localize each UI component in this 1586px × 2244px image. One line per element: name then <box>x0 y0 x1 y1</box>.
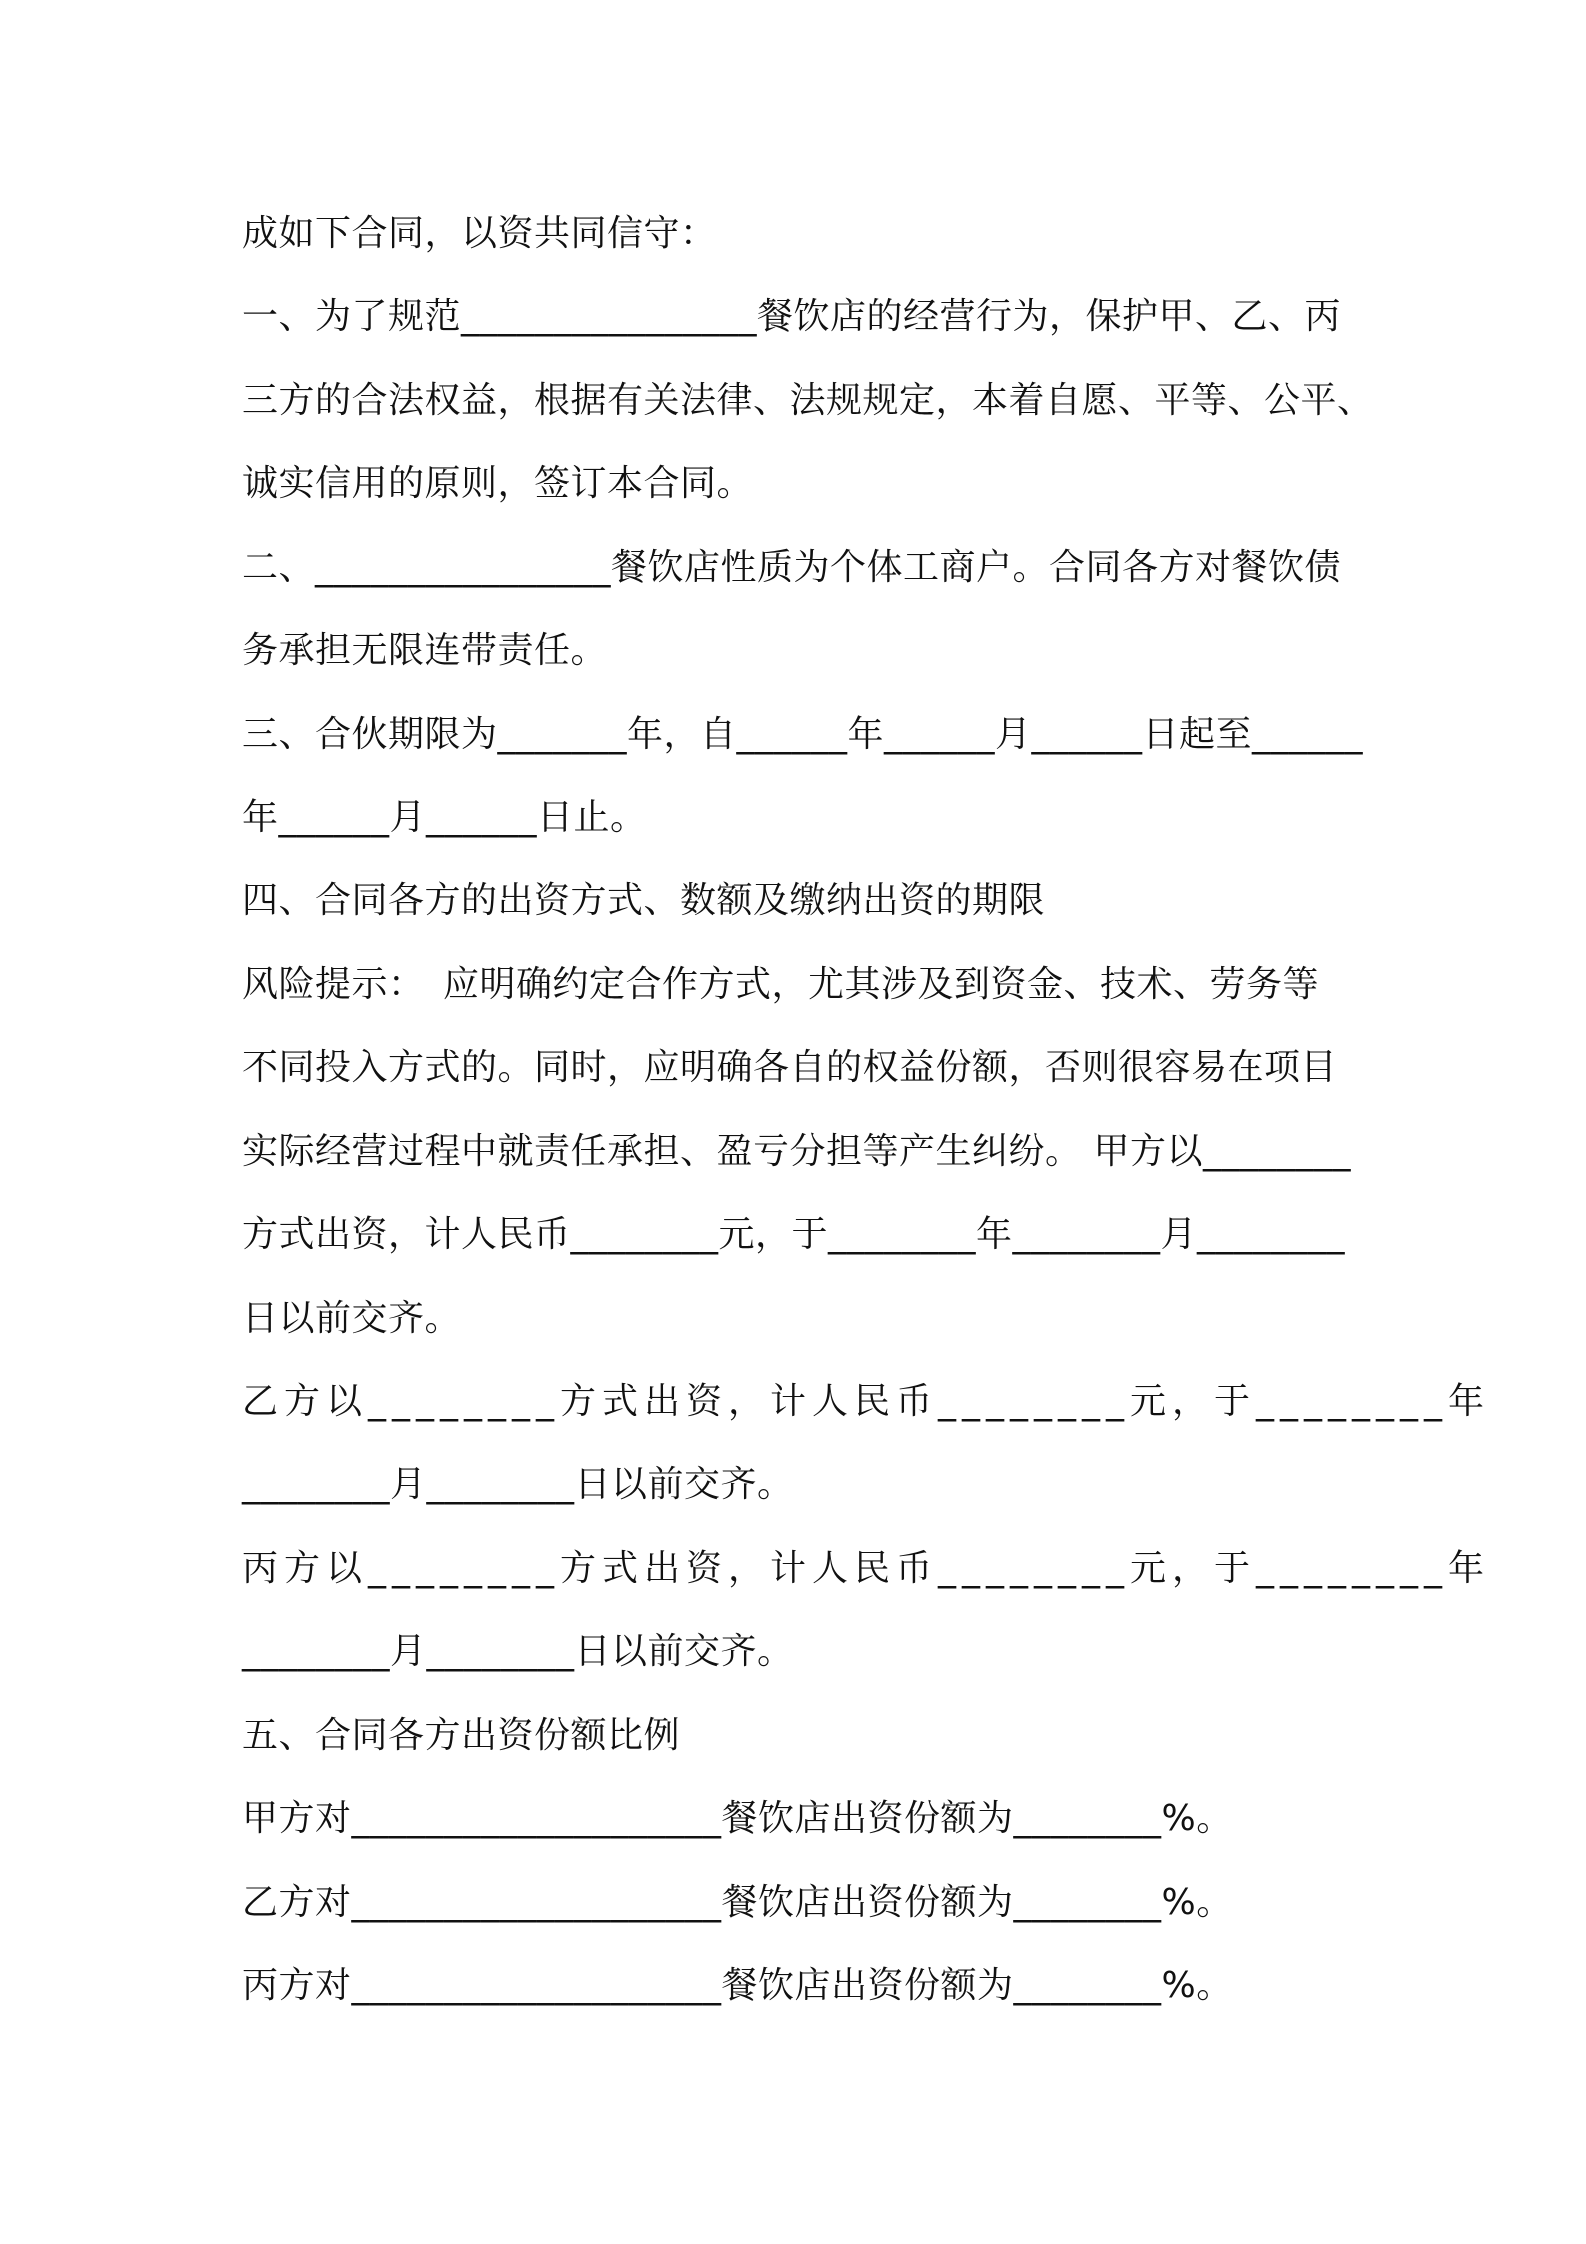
text-line: 诚实信用的原则，签订本合同。 <box>242 463 754 504</box>
section-heading: 五、合同各方出资份额比例 <box>242 1715 681 1756</box>
text-line: 方式出资，计人民币________元，于________年________月________ <box>242 1214 1346 1255</box>
text-line: 年______月______日止。 <box>242 797 647 838</box>
text-line: 甲方对____________________餐饮店出资份额为________%。 <box>242 1798 1233 1839</box>
text-line: 实际经营过程中就责任承担、盈亏分担等产生纠纷。 甲方以________ <box>242 1131 1351 1172</box>
section-heading: 四、合同各方的出资方式、数额及缴纳出资的期限 <box>242 880 1046 921</box>
text-line: 丙方以________方式出资，计人民币________元，于________年 <box>242 1548 1491 1589</box>
text-line: ________月________日以前交齐。 <box>242 1631 794 1672</box>
text-line: 乙方以________方式出资，计人民币________元，于________年 <box>242 1381 1491 1422</box>
text-line: 不同投入方式的。同时，应明确各自的权益份额，否则很容易在项目 <box>242 1047 1338 1088</box>
text-line: 日以前交齐。 <box>242 1298 462 1339</box>
text-line: 丙方对____________________餐饮店出资份额为________%。 <box>242 1965 1233 2006</box>
text-line: 风险提示： 应明确约定合作方式，尤其涉及到资金、技术、劳务等 <box>242 964 1320 1005</box>
text-line: 三方的合法权益，根据有关法律、法规规定，本着自愿、平等、公平、 <box>242 380 1374 421</box>
text-line: 成如下合同，以资共同信守： <box>242 213 717 254</box>
text-line: 务承担无限连带责任。 <box>242 630 608 671</box>
text-line: 二、________________餐饮店性质为个体工商户。合同各方对餐饮债 <box>242 547 1342 588</box>
text-line: 三、合伙期限为_______年，自______年______月______日起至______ <box>242 714 1364 755</box>
text-line: 乙方对____________________餐饮店出资份额为________%。 <box>242 1882 1233 1923</box>
text-line: 一、为了规范________________餐饮店的经营行为，保护甲、乙、丙 <box>242 296 1342 337</box>
text-line: ________月________日以前交齐。 <box>242 1464 794 1505</box>
